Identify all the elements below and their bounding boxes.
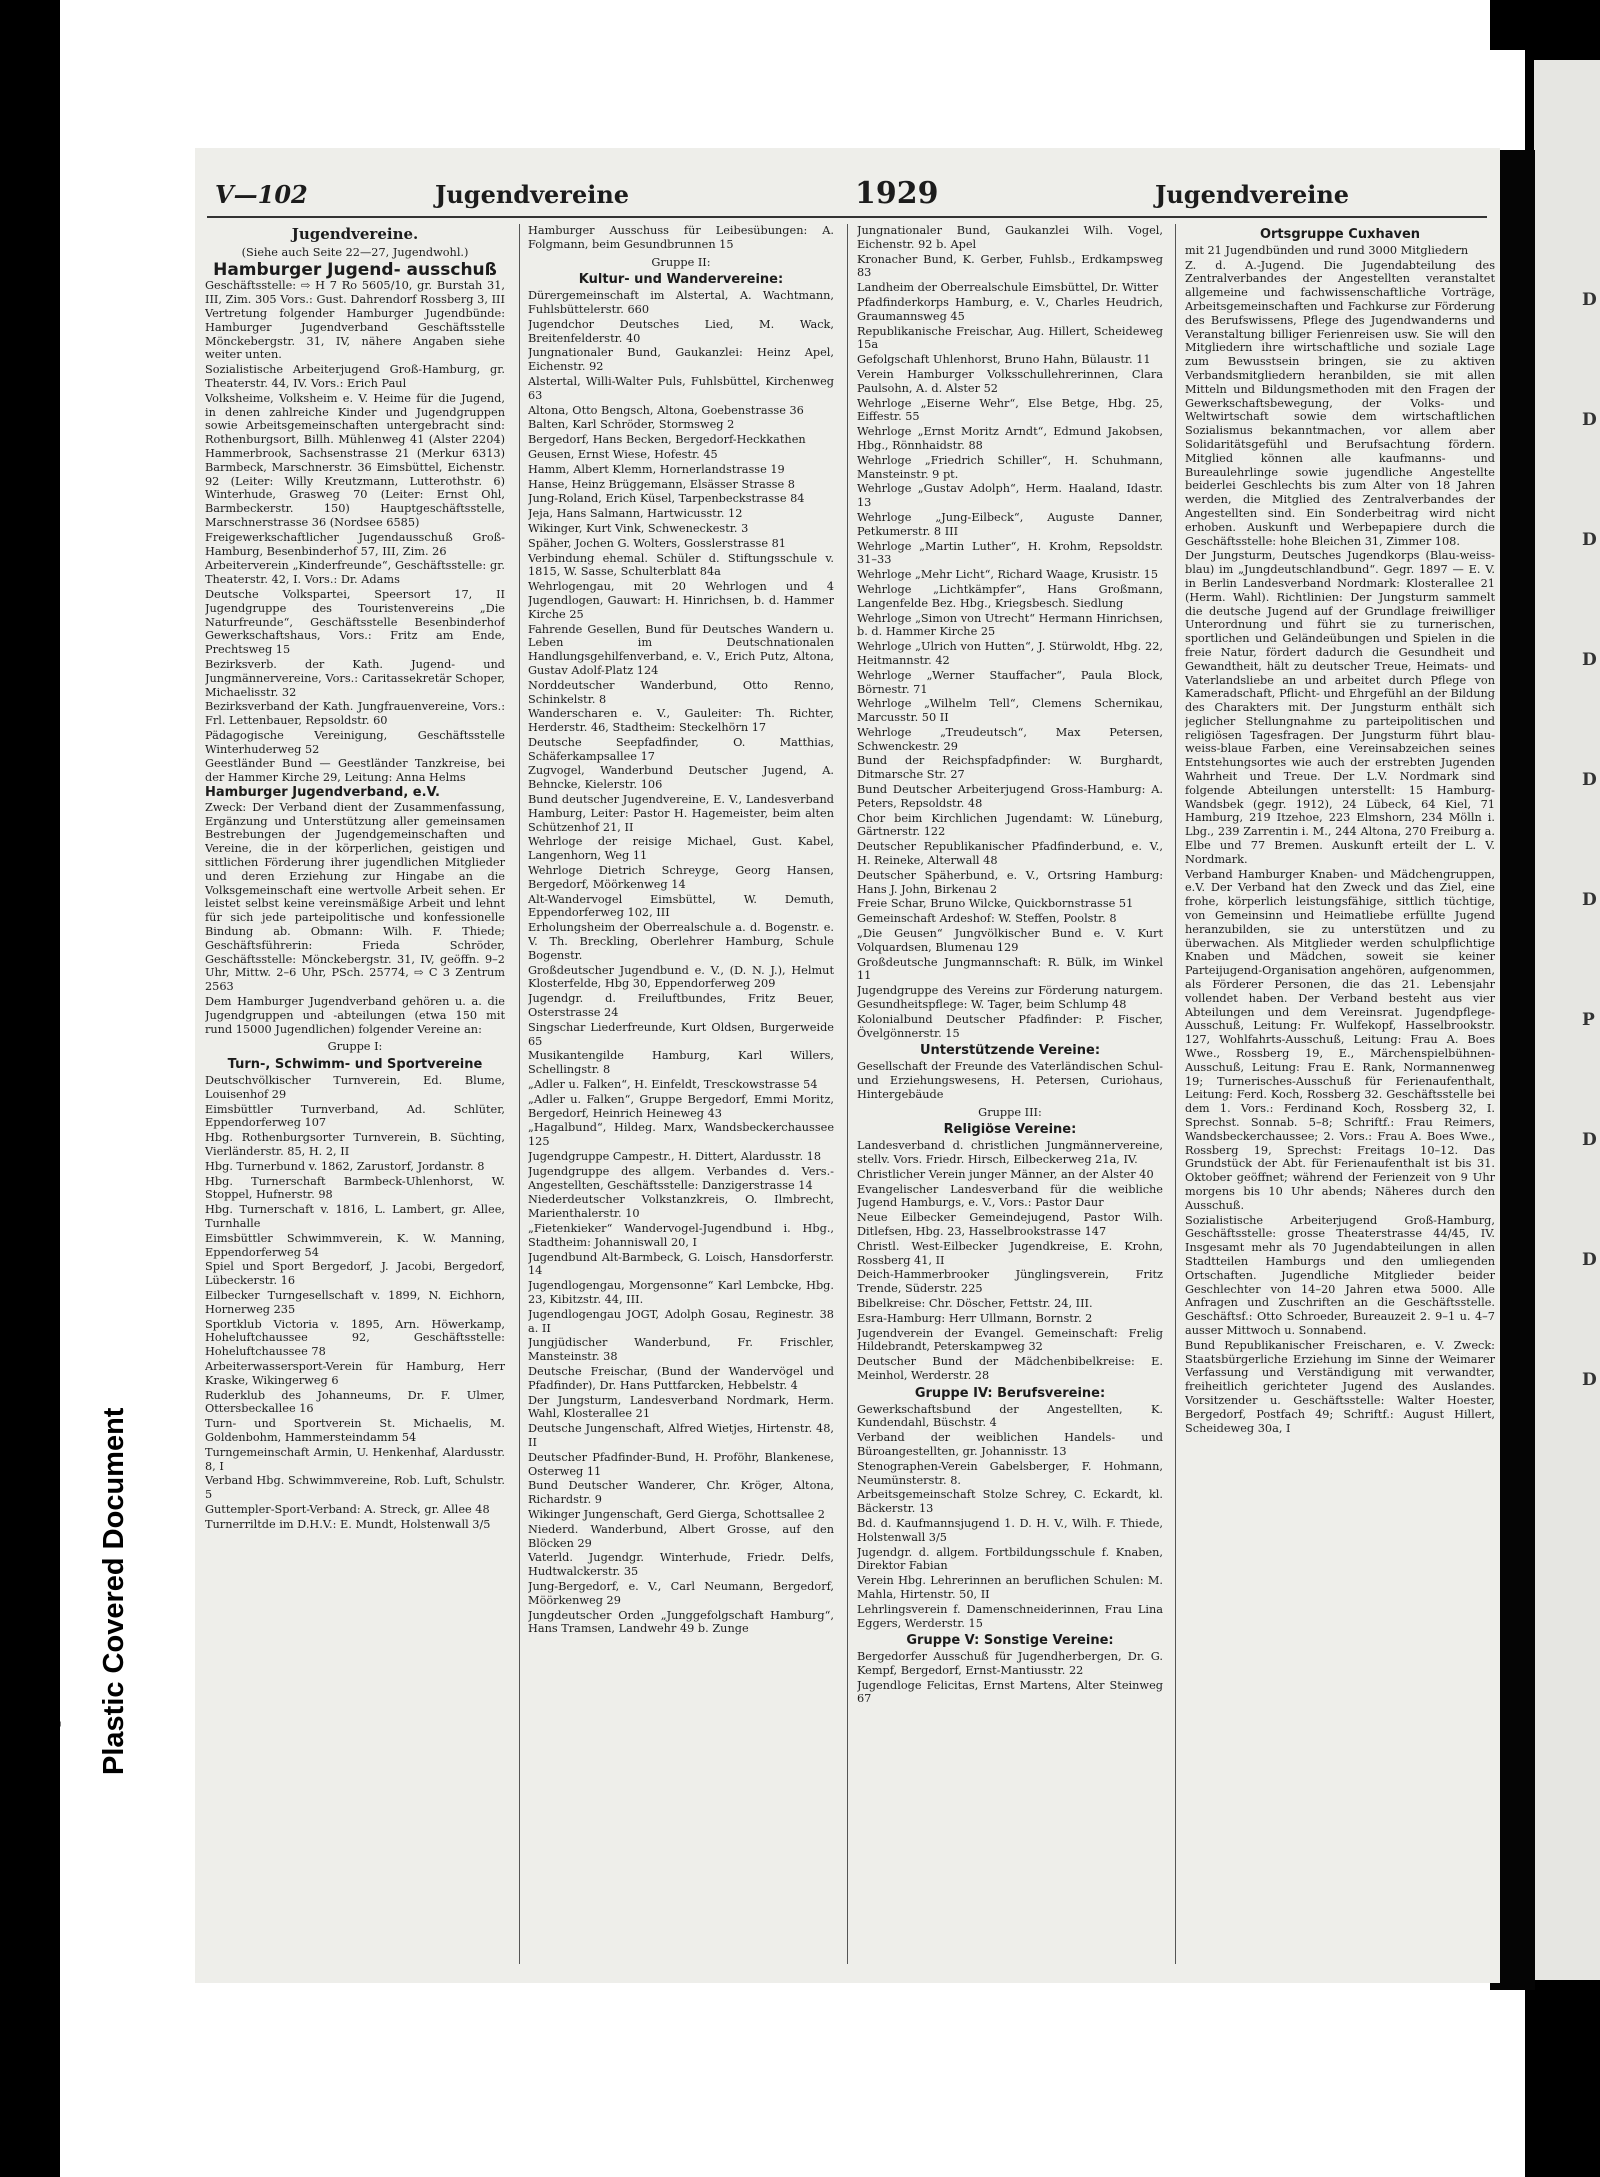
header-year: 1929	[855, 176, 939, 211]
entry: Jungnationaler Bund, Gaukanzlei Wilh. Vogel, Eichenstr. 92 b. Apel	[857, 224, 1163, 251]
column-1	[205, 224, 505, 1974]
entry: Bd. d. Kaufmannsjugend 1. D. H. V., Wilh. F. Thiede, Holstenwall 3/5	[857, 1516, 1163, 1544]
entry: „Adler u. Falken“, Gruppe Bergedorf, Emmi Moritz, Bergedorf, Heinrich Heineweg 43	[528, 1092, 834, 1120]
entry: Sozialistische Arbeiterjugend Groß-Hamburg, Geschäftsstelle: grosse Theaterstrasse 44/45, IV. Insgesamt mehr als 70 Jugendabteilungen in allen Stadtteilen Hamburgs und den umliegenden Ortschaften. Jugendliche Mitglieder beider Geschlechter von 14–20 Jahren etwa 5000. Alle Anfragen und Zuschriften an die Geschäftsstelle. Geschäftsf.: Otto Schroeder, Bureauzeit 2. 9–1 u. 4–7 ausser Mittwoch u. Sonnabend.	[1185, 1213, 1495, 1337]
entry: Pädagogische Vereinigung, Geschäftsstelle Winterhuderweg 52	[205, 728, 505, 756]
entry: Gewerkschaftsbund der Angestellten, K. Kundendahl, Büschstr. 4	[857, 1402, 1163, 1430]
entry: Eilbecker Turngesellschaft v. 1899, N. Eichhorn, Hornerweg 235	[205, 1288, 505, 1316]
entry: Niederd. Wanderbund, Albert Grosse, auf den Blöcken 29	[528, 1522, 834, 1550]
entry: Wikinger Jungenschaft, Gerd Gierga, Schottsallee 2	[528, 1507, 825, 1521]
entry: Erholungsheim der Oberrealschule a. d. Bogenstr. e. V. Th. Breckling, Oberlehrer Hamburg, Schule Bogenstr.	[528, 921, 834, 962]
entry: Z. d. A.-Jugend. Die Jugendabteilung des Zentralverbandes der Angestellten veranstaltet allgemeine und fachwissenschaftliche Vorträge, Arbeitsgemeinschaften und Fachkurse zur Förderung des Berufswissens, Pflege des Jugendwanderns und Veranstaltung billiger Ferienreisen usw. Sie will den Mitgliedern ihre wirtschaftliche und soziale Lage zum Bewusstsein bringen, sie zu aktiven Verbandsmitgliedern heranbilden, sie mit allen Mitteln und Bildungsmethoden mit den Fragen der Gewerkschaftsbewegung, der Volks- und Weltwirtschaft sowie dem wirtschaftlichen Sozialismus bekanntmachen, vor allem aber Solidaritätsgefühl und Berufsachtung fördern. Mitglied können alle kaufmanns- und Bureaulehrlinge sowie jugendliche Angestellte beiderlei Geschlechts bis zum Alter von 18 Jahren werden, die Mitglied des Zentralverbandes der Angestellten sind. Ein Sonderbeitrag wird nicht erhoben. Auskunft und Werbepapiere durch die Geschäftsstelle: hohe Bleichen 31, Zimmer 108.	[1185, 258, 1495, 548]
entry: Jungnationaler Bund, Gaukanzlei: Heinz Apel, Eichenstr. 92	[528, 346, 834, 374]
entry: Jugendverein der Evangel. Gemeinschaft: Frelig Hildebrandt, Peterskampweg 32	[857, 1326, 1163, 1354]
entry: Wehrloge „Gustav Adolph“, Herm. Haaland, Idastr. 13	[857, 482, 1163, 510]
entry: Deutscher Pfadfinder-Bund, H. Proföhr, Blankenese, Osterweg 11	[528, 1450, 834, 1478]
entry: Dürergemeinschaft im Alstertal, A. Wachtmann, Fuhlsbüttelerstr. 660	[528, 289, 834, 316]
entry: Deutscher Republikanischer Pfadfinderbund, e. V., H. Reineke, Alterwall 48	[857, 840, 1163, 868]
entry: Jung-Bergedorf, e. V., Carl Neumann, Bergedorf, Möörkenweg 29	[528, 1579, 834, 1607]
entry: Esra-Hamburg: Herr Ullmann, Bornstr. 2	[857, 1311, 1093, 1325]
entry: Fahrende Gesellen, Bund für Deutsches Wandern u. Leben im Deutschnationalen Handlungsgehilfenverband, e. V., Erich Putz, Altona, Gustav Adolf-Platz 124	[528, 622, 834, 677]
entry: Deutscher Späherbund, e. V., Ortsring Hamburg: Hans J. John, Birkenau 2	[857, 868, 1163, 896]
entry: Wehrlogengau, mit 20 Wehrlogen und 4 Jugendlogen, Gauwart: H. Hinrichsen, b. d. Hammer Kirche 25	[528, 580, 834, 621]
entry: Hanse, Heinz Brüggemann, Elsässer Strasse 8	[528, 477, 795, 491]
entry: Turnerriltde im D.H.V.: E. Mundt, Holstenwall 3/5	[205, 1517, 491, 1531]
entry: Sportklub Victoria v. 1895, Arn. Höwerkamp, Hoheluftchaussee 92, Geschäftsstelle: Hoheluftchaussee 78	[205, 1317, 505, 1359]
entry: Verein Hbg. Lehrerinnen an beruflichen Schulen: M. Mahla, Hirtenstr. 50, II	[857, 1574, 1163, 1601]
column-divider	[847, 224, 848, 1964]
adjacent-page-edge	[1534, 60, 1600, 1980]
header-title-left: Jugendvereine	[435, 180, 630, 209]
entry: Arbeitsgemeinschaft Stolze Schrey, C. Eckardt, kl. Bäckerstr. 13	[857, 1488, 1163, 1516]
entry: Neue Eilbecker Gemeindejugend, Pastor Wilh. Ditlefsen, Hbg. 23, Hasselbrookstrasse 147	[857, 1211, 1163, 1238]
group-label: Gruppe I:	[327, 1040, 383, 1054]
entry: Eimsbüttler Schwimmverein, K. W. Manning, Eppendorferweg 54	[205, 1231, 505, 1259]
entry: Musikantengilde Hamburg, Karl Willers, Schellingstr. 8	[528, 1049, 834, 1077]
entry: Bergedorf, Hans Becken, Bergedorf-Heckkathen	[528, 433, 806, 447]
entry: Bund deutscher Jugendvereine, E. V., Landesverband Hamburg, Leiter: Pastor H. Hagemeister, beim alten Schützenhof 21, II	[528, 793, 834, 834]
entry: Wikinger, Kurt Vink, Schweneckestr. 3	[528, 521, 749, 535]
entry: „Hagalbund“, Hildeg. Marx, Wandsbeckerchaussee 125	[528, 1121, 834, 1149]
entry: Jugendbund Alt-Barmbeck, G. Loisch, Hansdorferstr. 14	[528, 1250, 834, 1278]
entry: Wehrloge „Werner Stauffacher“, Paula Block, Börnestr. 71	[857, 668, 1163, 696]
entry: Sozialistische Arbeiterjugend Groß-Hamburg, gr. Theaterstr. 44, IV. Vors.: Erich Paul	[205, 363, 505, 390]
section-subheading: (Siehe auch Seite 22—27, Jugendwohl.)	[241, 245, 469, 259]
entry: Bezirksverb. der Kath. Jugend- und Jungmännervereine, Vors.: Caritassekretär Schoper, Michaelisstr. 32	[205, 657, 505, 699]
entry: Zweck: Der Verband dient der Zusammenfassung, Ergänzung und Unterstützung aller gemeinsamen Bestrebungen der Jugendgemeinschaften und Vereine, die in der körperlichen, geistigen und sittlichen Förderung ihrer jugendlichen Mitglieder und deren Erziehung zur Hingabe an die Volksgemeinschaft eine wertvolle Arbeit sehen. Er leistet selbst keine vereinsmäßige Arbeit und lehnt für sich jede parteipolitische und konfessionelle Bindung ab. Obmann: Wilh. F. Thiede; Geschäftsführerin: Frieda Schröder, Geschäftsstelle: Mönckebergstr. 31, IV, geöffn. 9–2 Uhr, Mittw. 2–6 Uhr, PSch. 25774, ⇨ C 3 Zentrum 2563	[205, 800, 505, 994]
entry: Spiel und Sport Bergedorf, J. Jacobi, Bergedorf, Lübeckerstr. 16	[205, 1260, 505, 1288]
entry: Verein Hamburger Volksschullehrerinnen, Clara Paulsohn, A. d. Alster 52	[857, 367, 1163, 395]
entry: Wehrloge „Simon von Utrecht“ Hermann Hinrichsen, b. d. Hammer Kirche 25	[857, 611, 1163, 639]
column-3	[857, 224, 1163, 1974]
entry: Geschäftsstelle: ⇨ H 7 Ro 5605/10, gr. Burstah 31, III, Zim. 305 Vors.: Gust. Dahrendorf Rossberg 3, III Vertretung folgender Hamburger Jugendbünde: Hamburger Jugendverband Geschäftsstelle Mönckebergstr. 31, IV, nähere Angaben siehe weiter unten.	[205, 279, 505, 362]
entry: Wehrloge „Ulrich von Hutten“, J. Stürwoldt, Hbg. 22, Heitmannstr. 42	[857, 640, 1163, 667]
group-heading: Unterstützende Vereine:	[919, 1043, 1101, 1059]
entry: Guttempler-Sport-Verband: A. Streck, gr. Allee 48	[205, 1502, 490, 1516]
entry: Wehrloge „Ernst Moritz Arndt“, Edmund Jakobsen, Hbg., Rönnhaidstr. 88	[857, 425, 1163, 452]
entry: Hamburger Ausschuss für Leibesübungen: A. Folgmann, beim Gesundbrunnen 15	[528, 224, 834, 251]
entry: Christl. West-Eilbecker Jugendkreise, E. Krohn, Rossberg 41, II	[857, 1239, 1163, 1267]
entry: Norddeutscher Wanderbund, Otto Renno, Schinkelstr. 8	[528, 678, 834, 706]
entry: Arbeiterverein „Kinderfreunde“, Geschäftsstelle: gr. Theaterstr. 42, I. Vors.: Dr. Adams	[205, 559, 505, 587]
entry: Jugendgruppe des allgem. Verbandes d. Vers.-Angestellten, Geschäftsstelle: Danzigerstrasse 14	[528, 1164, 834, 1192]
column-divider	[519, 224, 520, 1964]
entry: Wehrloge „Mehr Licht“, Richard Waage, Krusistr. 15	[857, 568, 1159, 582]
entry: Arbeiterwassersport-Verein für Hamburg, Herr Kraske, Wikingerweg 6	[205, 1359, 505, 1387]
page-number: V—102	[215, 180, 308, 209]
group-label: Gruppe III:	[978, 1105, 1042, 1119]
group-heading: Ortsgruppe Cuxhaven	[1259, 227, 1421, 242]
entry: Alstertal, Willi-Walter Puls, Fuhlsbüttel, Kirchenweg 63	[528, 374, 834, 402]
entry: Hbg. Rothenburgsorter Turnverein, B. Süchting, Vierländerstr. 85, H. 2, II	[205, 1131, 505, 1158]
entry: Wehrloge der reisige Michael, Gust. Kabel, Langenhorn, Weg 11	[528, 835, 834, 863]
scan-labels	[0, 1000, 170, 1800]
entry: Volksheime, Volksheim e. V. Heime für die Jugend, in denen zahlreiche Kinder und Jugendgruppen sowie Arbeitsgemeinschaften untergebracht sind: Rothenburgsort, Billh. Mühlenweg 41 (Alster 2204) Hammerbrook, Sachsenstrasse 21 (Merkur 6313) Barmbeck, Marschnerstr. 36 Eimsbüttel, Eichenstr. 92 (Leiter: Willy Kreutzmann, Lutterothstr. 6) Winterhude, Grasweg 70 (Leiter: Ernst Ohl, Barmbeckerstr. 150) Hauptgeschäftsstelle, Marschnerstrasse 36 (Nordsee 6585)	[205, 391, 505, 529]
entry: Bergedorfer Ausschuß für Jugendherbergen, Dr. G. Kempf, Bergedorf, Ernst-Mantiusstr. 22	[857, 1650, 1163, 1677]
entry: Späher, Jochen G. Wolters, Gosslerstrasse 81	[528, 536, 786, 550]
header-rule	[207, 216, 1487, 218]
entry: Wehrloge „Lichtkämpfer“, Hans Großmann, Langenfelde Bez. Hbg., Kriegsbesch. Siedlung	[857, 582, 1163, 610]
entry: Geusen, Ernst Wiese, Hofestr. 45	[528, 447, 718, 461]
entry: Deutscher Bund der Mädchenbibelkreise: E. Meinhol, Werderstr. 28	[857, 1355, 1163, 1382]
entry: Balten, Karl Schröder, Stormsweg 2	[528, 418, 735, 432]
entry: Deich-Hammerbrooker Jünglingsverein, Fritz Trende, Süderstr. 225	[857, 1268, 1163, 1296]
entry: Landheim der Oberrealschule Eimsbüttel, Dr. Witter	[857, 281, 1159, 295]
entry: „Die Geusen“ Jungvölkischer Bund e. V. Kurt Volquardsen, Blumenau 129	[857, 927, 1163, 954]
entry: Chor beim Kirchlichen Jugendamt: W. Lüneburg, Gärtnerstr. 122	[857, 811, 1163, 839]
entry: Wanderscharen e. V., Gauleiter: Th. Richter, Herderstr. 46, Stadtheim: Steckelhörn 17	[528, 707, 834, 735]
entry-heading: Hamburger Jugendverband, e.V.	[205, 785, 440, 801]
entry: Turngemeinschaft Armin, U. Henkenhaf, Alardusstr. 8, I	[205, 1445, 505, 1473]
entry: mit 21 Jugendbünden und rund 3000 Mitgliedern	[1185, 243, 1469, 257]
entry: Freie Schar, Bruno Wilcke, Quickbornstrasse 51	[857, 897, 1134, 911]
entry: Großdeutscher Jugendbund e. V., (D. N. J.), Helmut Klosterfelde, Hbg 30, Eppendorferweg 209	[528, 963, 834, 991]
entry: „Fietenkieker“ Wandervogel-Jugendbund i. Hbg., Stadtheim: Johanniswall 20, I	[528, 1221, 834, 1249]
column-4	[1185, 224, 1495, 1974]
entry: Deutsche Freischar, (Bund der Wandervögel und Pfadfinder), Dr. Hans Puttfarcken, Hebbelstr. 4	[528, 1364, 834, 1392]
entry: Freigewerkschaftlicher Jugendausschuß Groß-Hamburg, Besenbinderhof 57, III, Zim. 26	[205, 530, 505, 558]
entry: Dem Hamburger Jugendverband gehören u. a. die Jugendgruppen und -abteilungen (etwa 150 mit rund 15000 Jugendlichen) folgender Vereine an:	[205, 995, 505, 1036]
entry: Republikanische Freischar, Aug. Hillert, Scheideweg 15a	[857, 324, 1163, 352]
entry: Verband Hamburger Knaben- und Mädchengruppen, e.V. Der Verband hat den Zweck und das Ziel, eine frohe, körperlich leistungsfähige, sittlich tüchtige, von Gemeinsinn und Heimatliebe erfüllte Jugend heranzubilden, sie zu unterstützen und zu überwachen. Als Mitglieder werden schulpflichtige Knaben und Mädchen, soweit sie keiner Parteijugend-Organisation angehören, aufgenommen, als Förderer Personen, die das 21. Lebensjahr vollendet haben. Der Verband besteht aus vier Abteilungen und dem Vereinsrat. Jugendpflege-Ausschuß, Leitung: Fr. Wulfekopf, Hasselbrookstr. 127, Wohlfahrts-Ausschuß, Leitung: Frau A. Boes Wwe., Rossberg 19, E., Märchenspielbühnen-Ausschuß, Leitung: Frau E. Rank, Normannenweg 19; Turnerisches-Ausschuß für Ferienaufenthalt, Leitung: Ferd. Koch, Rossberg 32. Geschäftsstelle bei dem 1. Vors.: Ferdinand Koch, Rossberg 32, I. Sprechst. Sonnab. 5–8; Schriftf.: Frau Reimers, Wandsbeckerchaussee; 2. Vors.: Frau A. Boes Wwe., Rossberg 19, Sprechst: Freitags 10–12. Das Grundstück der Abt. für Ferienaufenthalt ist bis 31. Oktober geöffnet; während der Ferienzeit von 9 Uhr morgens bis 10 Uhr abends; Näheres durch den Ausschuß.	[1185, 867, 1495, 1212]
plastic-covered-label: Plastic Covered Document	[98, 1407, 130, 1775]
group-heading: Turn-, Schwimm- und Sportvereine	[227, 1057, 483, 1073]
entry: Großdeutsche Jungmannschaft: R. Bülk, im Winkel 11	[857, 955, 1163, 983]
entry: Niederdeutscher Volkstanzkreis, O. Ilmbrecht, Marienthalerstr. 10	[528, 1193, 834, 1221]
entry-heading: Hamburger Jugend- ausschuß	[213, 259, 497, 280]
group-label: Gruppe II:	[651, 255, 711, 269]
entry: Eimsbüttler Turnverband, Ad. Schlüter, Eppendorferweg 107	[205, 1102, 505, 1130]
entry: Jugendlogengau, Morgensonne“ Karl Lembcke, Hbg. 23, Kibitzstr. 44, III.	[528, 1279, 834, 1306]
entry: Ruderklub des Johanneums, Dr. F. Ulmer, Ottersbeckallee 16	[205, 1388, 505, 1416]
scan-border-top-right	[1490, 0, 1600, 50]
entry: Pfadfinderkorps Hamburg, e. V., Charles Heudrich, Graumannsweg 45	[857, 295, 1163, 323]
entry: Wehrloge Dietrich Schreyge, Georg Hansen, Bergedorf, Möörkenweg 14	[528, 864, 834, 891]
column-2	[528, 224, 834, 1974]
entry: Stenographen-Verein Gabelsberger, F. Hohmann, Neumünsterstr. 8.	[857, 1459, 1163, 1487]
entry: Jugendgruppe des Vereins zur Förderung naturgem. Gesundheitspflege: W. Tager, beim Schlump 48	[857, 984, 1163, 1012]
entry: Wehrloge „Eiserne Wehr“, Else Betge, Hbg. 25, Eiffestr. 55	[857, 396, 1163, 424]
entry: Hbg. Turnerschaft v. 1816, L. Lambert, gr. Allee, Turnhalle	[205, 1203, 505, 1230]
entry: „Adler u. Falken“, H. Einfeldt, Tresckowstrasse 54	[528, 1078, 818, 1092]
entry: Alt-Wandervogel Eimsbüttel, W. Demuth, Eppendorferweg 102, III	[528, 892, 834, 920]
entry: Turn- und Sportverein St. Michaelis, M. Goldenbohm, Hammersteindamm 54	[205, 1417, 505, 1444]
entry: Geestländer Bund — Geestländer Tanzkreise, bei der Hammer Kirche 29, Leitung: Anna Helms	[205, 757, 505, 785]
entry: Bund der Reichspfadpfinder: W. Burghardt, Ditmarsche Str. 27	[857, 754, 1163, 782]
entry: Wehrloge „Treudeutsch“, Max Petersen, Schwenckestr. 29	[857, 725, 1163, 753]
entry: Hbg. Turnerschaft Barmbeck-Uhlenhorst, W. Stoppel, Hufnerstr. 98	[205, 1174, 505, 1202]
entry: Singschar Liederfreunde, Kurt Oldsen, Burgerweide 65	[528, 1020, 834, 1048]
entry: Gesellschaft der Freunde des Vaterländischen Schul- und Erziehungswesens, H. Petersen, Curiohaus, Hintergebäude	[857, 1060, 1163, 1101]
document-page	[195, 148, 1500, 1983]
entry: Jung-Roland, Erich Küsel, Tarpenbeckstrasse 84	[528, 492, 805, 506]
column-divider	[1175, 224, 1176, 1964]
entry: Deutsche Jungenschaft, Alfred Wietjes, Hirtenstr. 48, II	[528, 1422, 834, 1449]
entry: Jugendchor Deutsches Lied, M. Wack, Breitenfelderstr. 40	[528, 317, 834, 345]
entry: Wehrloge „Martin Luther“, H. Krohm, Repsoldstr. 31–33	[857, 539, 1163, 567]
group-heading: Religiöse Vereine:	[943, 1122, 1077, 1138]
entry: Landesverband d. christlichen Jungmännervereine, stellv. Vors. Friedr. Hirsch, Eilbeckerweg 21a, IV.	[857, 1139, 1163, 1166]
section-heading: Jugendvereine.	[291, 225, 419, 243]
adjacent-page-letters: D D D D D D P D D D	[1582, 290, 1597, 1390]
running-header	[195, 148, 1500, 211]
entry: Evangelischer Landesverband für die weibliche Jugend Hamburgs, e. V., Vors.: Pastor Daur	[857, 1182, 1163, 1210]
entry: Bibelkreise: Chr. Döscher, Fettstr. 24, III.	[857, 1296, 1093, 1310]
entry: Wehrloge „Jung-Eilbeck“, Auguste Danner, Petkumerstr. 8 III	[857, 510, 1163, 538]
repaired-document-label: Repaired Document	[20, 1434, 61, 1775]
entry: Wehrloge „Friedrich Schiller“, H. Schuhmann, Mansteinstr. 9 pt.	[857, 453, 1163, 481]
entry: Verbindung ehemal. Schüler d. Stiftungsschule v. 1815, W. Sasse, Schulterblatt 84a	[528, 551, 834, 579]
entry: Deutsche Seepfadfinder, O. Matthias, Schäferkampsallee 17	[528, 735, 834, 763]
entry: Verband Hbg. Schwimmvereine, Rob. Luft, Schulstr. 5	[205, 1474, 505, 1502]
group-heading: Kultur- und Wandervereine:	[578, 272, 784, 288]
group-heading: Gruppe V: Sonstige Vereine:	[906, 1633, 1114, 1649]
entry: Bezirksverband der Kath. Jungfrauenvereine, Vors.: Frl. Lettenbauer, Repsoldstr. 60	[205, 700, 505, 728]
entry: Kolonialbund Deutscher Pfadfinder: P. Fischer, Övelgönnerstr. 15	[857, 1012, 1163, 1040]
entry: Hbg. Turnerbund v. 1862, Zarustorf, Jordanstr. 8	[205, 1159, 485, 1173]
entry: Hamm, Albert Klemm, Hornerlandstrasse 19	[528, 462, 785, 476]
entry: Vaterld. Jugendgr. Winterhude, Friedr. Delfs, Hudtwalckerstr. 35	[528, 1551, 834, 1579]
entry: Gemeinschaft Ardeshof: W. Steffen, Poolstr. 8	[857, 912, 1117, 926]
entry: Bund Deutscher Arbeiterjugend Gross-Hamburg: A. Peters, Repsoldstr. 48	[857, 783, 1163, 810]
entry: Zugvogel, Wanderbund Deutscher Jugend, A. Behncke, Kielerstr. 106	[528, 764, 834, 792]
entry: Lehrlingsverein f. Damenschneiderinnen, Frau Lina Eggers, Werderstr. 15	[857, 1602, 1163, 1630]
entry: Jugendgr. d. allgem. Fortbildungsschule f. Knaben, Direktor Fabian	[857, 1545, 1163, 1573]
entry: Bund Republikanischer Freischaren, e. V. Zweck: Staatsbürgerliche Erziehung im Sinne der Weimarer Verfassung und Verständigung mit verwandter, freiheitlich gerichteter Jugend des Auslandes. Vorsitzender u. Geschäftsstelle: Walter Hoester, Bergedorf, Postfach 49; Schriftf.: August Hillert, Scheideweg 30a, I	[1185, 1338, 1495, 1435]
entry: Jugendgruppe Campestr., H. Dittert, Alardusstr. 18	[528, 1150, 822, 1163]
entry: Jungjüdischer Wanderbund, Fr. Frischler, Mansteinstr. 38	[528, 1336, 834, 1364]
entry: Gefolgschaft Uhlenhorst, Bruno Hahn, Bülaustr. 11	[857, 353, 1151, 367]
group-heading: Gruppe IV: Berufsvereine:	[914, 1385, 1106, 1401]
entry: Verband der weiblichen Handels- und Büroangestellten, gr. Johannisstr. 13	[857, 1431, 1163, 1458]
entry: Der Jungsturm, Landesverband Nordmark, Herm. Wahl, Klosterallee 21	[528, 1393, 834, 1421]
entry: Jugendlogengau JOGT, Adolph Gosau, Reginestr. 38 a. II	[528, 1307, 834, 1335]
entry: Deutschvölkischer Turnverein, Ed. Blume, Louisenhof 29	[205, 1074, 505, 1101]
entry: Altona, Otto Bengsch, Altona, Goebenstrasse 36	[528, 403, 804, 417]
entry: Jugendloge Felicitas, Ernst Martens, Alter Steinweg 67	[857, 1678, 1163, 1706]
entry: Wehrloge „Wilhelm Tell“, Clemens Schernikau, Marcusstr. 50 II	[857, 697, 1163, 725]
entry: Bund Deutscher Wanderer, Chr. Kröger, Altona, Richardstr. 9	[528, 1479, 834, 1507]
entry: Deutsche Volkspartei, Speersort 17, II Jugendgruppe des Touristenvereins „Die Naturfreunde“, Geschäftsstelle Besenbinderhof Gewerkschaftshaus, Vors.: Fritz am Ende, Prechtsweg 15	[205, 587, 505, 657]
entry: Christlicher Verein junger Männer, an der Alster 40	[857, 1167, 1154, 1181]
entry: Jugendgr. d. Freiluftbundes, Fritz Beuer, Osterstrasse 24	[528, 992, 834, 1020]
header-title-right: Jugendvereine	[1155, 180, 1350, 209]
entry: Jungdeutscher Orden „Junggefolgschaft Hamburg“, Hans Tramsen, Landwehr 49 b. Zunge	[528, 1608, 834, 1636]
entry: Der Jungsturm, Deutsches Jugendkorps (Blau-weiss-blau) im „Jungdeutschlandbund“. Gegr. 1897 — E. V. in Berlin Landesverband Nordmark: Klosterallee 21 (Herm. Wahl). Richtlinien: Der Jungsturm sammelt die deutsche Jugend auf der Grundlage freiwilliger Unterordnung und führt sie zu turnerischen, sportlichen und Geländeübungen und Spielen in die freie Natur, fördert dadurch die Gesundheit und Gewandtheit, hält zu deutscher Treue, Heimats- und Vaterlandsliebe an und arbeitet durch Pflege von Kameradschaft, Pflicht- und Ehrgefühl an der Bildung des Charakters mit. Der Jungsturm enthält sich jeglicher Stellungnahme zu parteipolitischen und religiösen Tagesfragen. Der Jungsturm führt blau-weiss-blaue Farben, eine Vereinsabzeichen seines Entstehungsortes wie auch der erstrebten Jugenden Wahrheit und Treue. Der L.V. Nordmark sind folgende Abteilungen unterstellt: 15 Hamburg-Wandsbek (gegr. 1912), 24 Lübeck, 64 Kiel, 71 Hamburg, 219 Itzehoe, 223 Elmshorn, 234 Mölln i. Lbg., 239 Zarrentin i. M., 244 Altona, 270 Freiburg a. Elbe und 77 Bremen. Auskunft erteilt der L. V. Nordmark.	[1185, 549, 1495, 866]
entry: Kronacher Bund, K. Gerber, Fuhlsb., Erdkampsweg 83	[857, 252, 1163, 280]
entry: Jeja, Hans Salmann, Hartwicusstr. 12	[528, 507, 743, 521]
